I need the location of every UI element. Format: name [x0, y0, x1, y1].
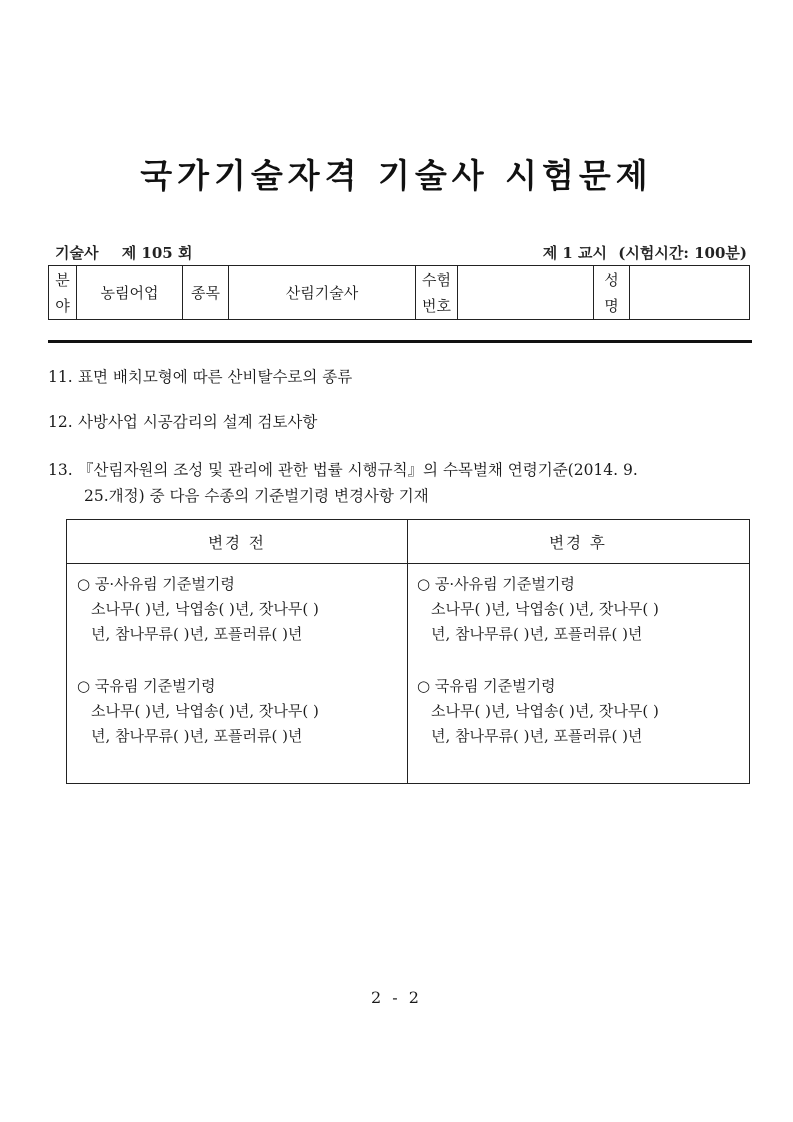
- question-number: 11.: [48, 368, 73, 386]
- question-11: [48, 364, 352, 390]
- question-text-line2: 25.개정) 중 다음 수종의 기준벌기령 변경사항 기재: [84, 487, 429, 505]
- question-number: 13.: [48, 461, 73, 479]
- exam-number-label: 수험 번호: [416, 266, 458, 319]
- divider: [48, 340, 752, 343]
- name-field[interactable]: [630, 266, 749, 319]
- document-title: 국가기술자격 기술사 시험문제: [140, 156, 653, 195]
- question-13: [48, 457, 758, 509]
- exam-round: 제 105 회: [121, 244, 193, 262]
- field-label: 분 야: [49, 266, 77, 319]
- header-before: 변경 전: [208, 533, 266, 552]
- question-text-line1: 『산림자원의 조성 및 관리에 관한 법률 시행규칙』의 수목벌채 연령기준(2014. 9.: [78, 461, 638, 479]
- exam-type: 기술사: [55, 244, 99, 262]
- question-text: 사방사업 시공감리의 설계 검토사항: [78, 413, 318, 431]
- exam-info-table: [48, 265, 750, 320]
- after-national-forest: ○ 국유림 기준벌기령 소나무( )년, 낙엽송( )년, 잣나무( ) 년, 참나무류( )년, 포플러류( )년: [417, 677, 659, 745]
- after-column: [417, 572, 747, 776]
- exam-category: [55, 242, 210, 263]
- question-text: 표면 배치모형에 따른 산비탈수로의 종류: [78, 368, 353, 386]
- before-column: [77, 572, 407, 776]
- session-label: 제 1 교시: [542, 244, 608, 262]
- header-divider: [67, 563, 749, 564]
- question-12: [48, 409, 317, 435]
- exam-session: [537, 242, 747, 263]
- question-number: 12.: [48, 413, 73, 431]
- field-value: 농림어업: [77, 266, 183, 319]
- before-private-forest: ○ 공·사유림 기준벌기령 소나무( )년, 낙엽송( )년, 잣나무( ) 년, 참나무류( )년, 포플러류( )년: [77, 575, 319, 643]
- exam-number-field[interactable]: [458, 266, 594, 319]
- name-label: 성 명: [594, 266, 630, 319]
- after-private-forest: ○ 공·사유림 기준벌기령 소나무( )년, 낙엽송( )년, 잣나무( ) 년, 참나무류( )년, 포플러류( )년: [417, 575, 659, 643]
- before-national-forest: ○ 국유림 기준벌기령 소나무( )년, 낙엽송( )년, 잣나무( ) 년, 참나무류( )년, 포플러류( )년: [77, 677, 319, 745]
- page-number: 2 - 2: [371, 988, 422, 1007]
- header-after: 변경 후: [549, 533, 607, 552]
- exam-time: (시험시간: 100분): [618, 244, 747, 262]
- comparison-table: [66, 519, 750, 784]
- item-label: 종목: [183, 266, 229, 319]
- item-value: 산림기술사: [229, 266, 416, 319]
